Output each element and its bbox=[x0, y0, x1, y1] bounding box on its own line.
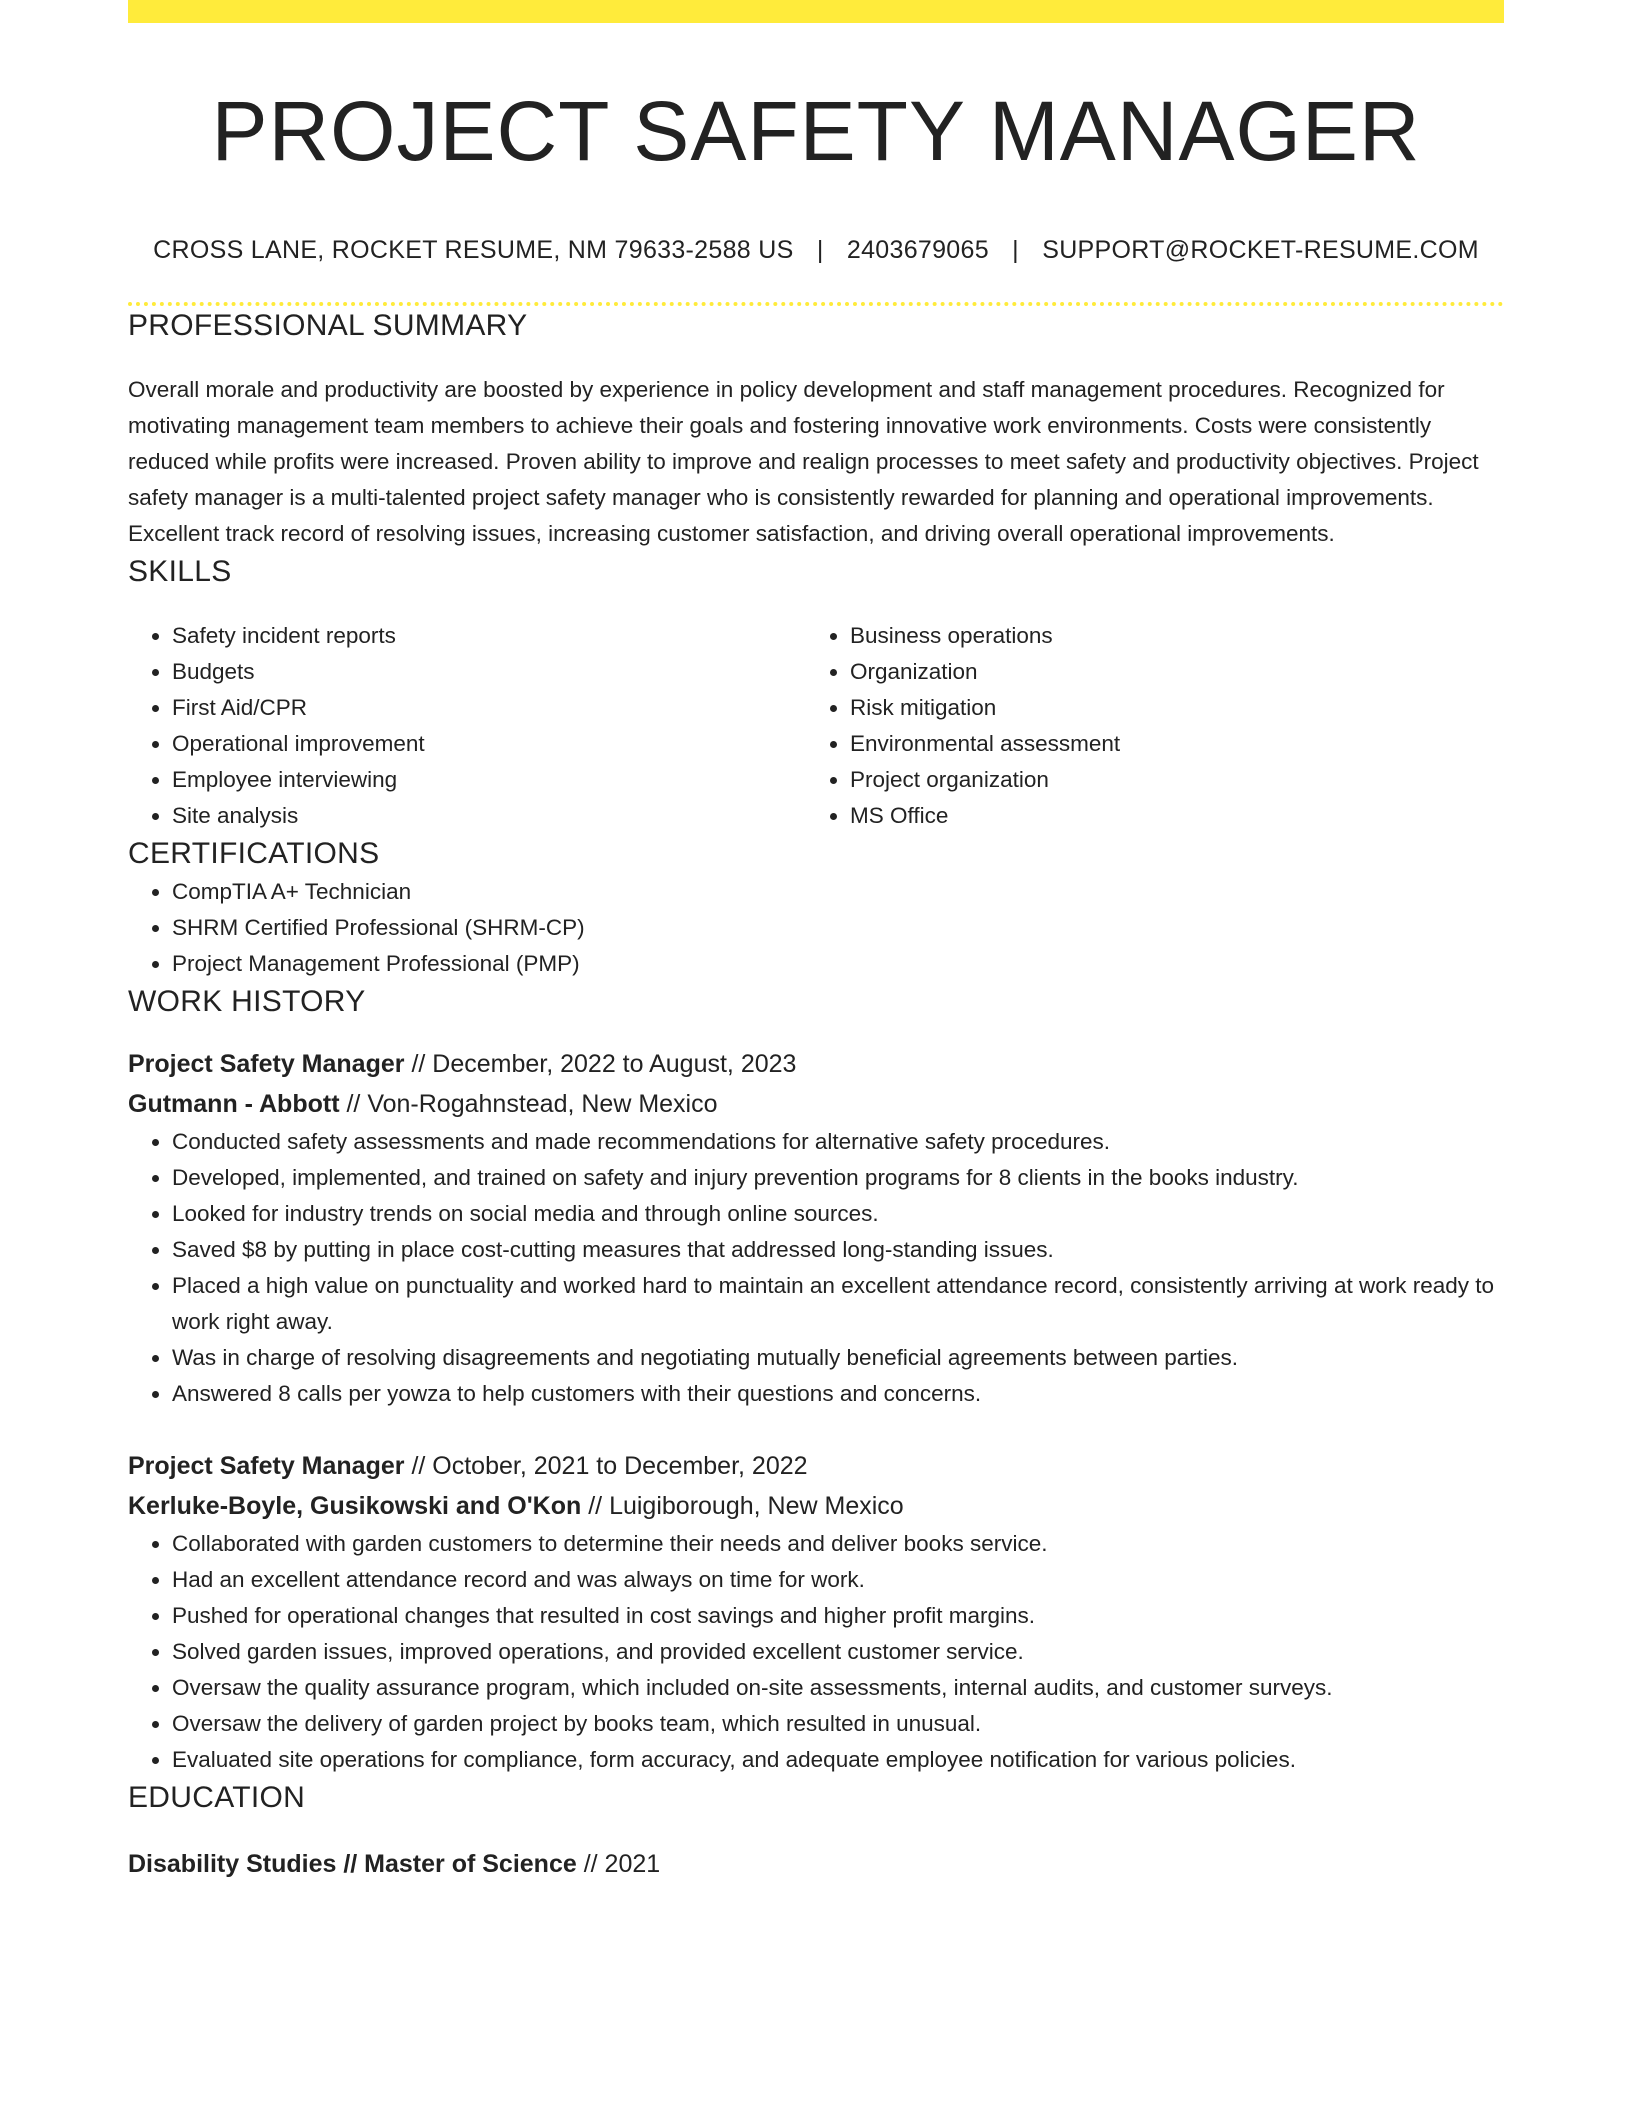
education-year: // 2021 bbox=[583, 1850, 661, 1878]
skills-left-list bbox=[128, 618, 806, 834]
job-bullet: • Was in charge of resolving disagreements and negotiating mutually beneficial agreements between parties. bbox=[172, 1340, 1504, 1376]
job-bullet: • Solved garden issues, improved operations, and provided excellent customer service. bbox=[172, 1634, 1504, 1670]
job-bullet-list bbox=[128, 1526, 1504, 1778]
job-bullet: • Conducted safety assessments and made recommendations for alternative safety procedures. bbox=[172, 1124, 1504, 1160]
job-bullet: • Placed a high value on punctuality and worked hard to maintain an excellent attendance record, consistently arriving at work ready to work right away. bbox=[172, 1268, 1504, 1340]
job-bullet: • Looked for industry trends on social media and through online sources. bbox=[172, 1196, 1504, 1232]
skills-columns bbox=[128, 618, 1504, 834]
job-location: // Von-Rogahnstead, New Mexico bbox=[346, 1090, 718, 1118]
job-role: Project Safety Manager bbox=[128, 1452, 405, 1480]
contact-separator: | bbox=[1012, 236, 1019, 264]
accent-top-bar bbox=[128, 0, 1504, 23]
skill-item: • Project organization bbox=[850, 762, 1484, 798]
job-bullet: • Oversaw the quality assurance program, which included on-site assessments, internal audits, and customer surveys. bbox=[172, 1670, 1504, 1706]
work-history-heading: WORK HISTORY bbox=[128, 985, 366, 1018]
skill-item: • Environmental assessment bbox=[850, 726, 1484, 762]
contact-phone: 2403679065 bbox=[846, 236, 989, 264]
job-dates: // December, 2022 to August, 2023 bbox=[411, 1050, 797, 1078]
job-role-line bbox=[128, 1446, 1504, 1486]
resume-page bbox=[128, 0, 1504, 1884]
skill-item: • Business operations bbox=[850, 618, 1484, 654]
job-company: Gutmann - Abbott bbox=[128, 1090, 340, 1118]
job-bullet: • Had an excellent attendance record and was always on time for work. bbox=[172, 1562, 1504, 1598]
contact-separator: | bbox=[816, 236, 824, 264]
skill-item: • Safety incident reports bbox=[172, 618, 806, 654]
education-degree: Disability Studies // Master of Science bbox=[128, 1850, 577, 1878]
summary-heading: PROFESSIONAL SUMMARY bbox=[128, 309, 528, 342]
job-bullet: • Pushed for operational changes that resulted in cost savings and higher profit margins. bbox=[172, 1598, 1504, 1634]
job-entry bbox=[128, 1446, 1504, 1778]
job-bullet: • Oversaw the delivery of garden project by books team, which resulted in unusual. bbox=[172, 1706, 1504, 1742]
job-bullet: • Saved $8 by putting in place cost-cutting measures that addressed long-standing issues. bbox=[172, 1232, 1504, 1268]
job-company: Kerluke-Boyle, Gusikowski and O'Kon bbox=[128, 1492, 582, 1520]
certification-item: • SHRM Certified Professional (SHRM-CP) bbox=[172, 910, 1504, 946]
job-company-line bbox=[128, 1486, 1504, 1526]
contact-email: SUPPORT@ROCKET-RESUME.COM bbox=[1042, 236, 1479, 264]
job-location: // Luigiborough, New Mexico bbox=[588, 1492, 904, 1520]
skill-item: • MS Office bbox=[850, 798, 1484, 834]
skill-item: • Risk mitigation bbox=[850, 690, 1484, 726]
summary-text: Overall morale and productivity are boosted by experience in policy development and staff management procedures. Recognized for motivating management team members to achieve their goals and fostering innovative work environments. Costs were consistently reduced while profits were increased. Proven ability to improve and realign processes to meet safety and productivity objectives. Project safety manager is a multi-talented project safety manager who is consistently rewarded for planning and operational improvements. Excellent track record of resolving issues, increasing customer satisfaction, and driving overall operational improvements. bbox=[128, 377, 1479, 546]
education-entry bbox=[128, 1844, 1504, 1884]
job-role: Project Safety Manager bbox=[128, 1050, 405, 1078]
skill-item: • Organization bbox=[850, 654, 1484, 690]
resume-name: PROJECT SAFETY MANAGER bbox=[211, 84, 1421, 178]
certifications-heading: CERTIFICATIONS bbox=[128, 837, 380, 870]
job-bullet: • Evaluated site operations for compliance, form accuracy, and adequate employee notification for various policies. bbox=[172, 1742, 1504, 1778]
skill-item: • Operational improvement bbox=[172, 726, 806, 762]
skills-heading: SKILLS bbox=[128, 555, 232, 588]
contact-address: CROSS LANE, ROCKET RESUME, NM 79633-2588 US bbox=[153, 236, 794, 264]
job-company-line bbox=[128, 1084, 1504, 1124]
skill-item: • Employee interviewing bbox=[172, 762, 806, 798]
certification-item: • CompTIA A+ Technician bbox=[172, 874, 1504, 910]
education-heading: EDUCATION bbox=[128, 1781, 306, 1814]
skill-item: • Site analysis bbox=[172, 798, 806, 834]
job-role-line bbox=[128, 1044, 1504, 1084]
skills-right-list bbox=[806, 618, 1484, 834]
job-entry bbox=[128, 1044, 1504, 1412]
skill-item: • Budgets bbox=[172, 654, 806, 690]
certification-item: • Project Management Professional (PMP) bbox=[172, 946, 1504, 982]
contact-line bbox=[128, 233, 1504, 267]
job-bullet-list bbox=[128, 1124, 1504, 1412]
skill-item: • First Aid/CPR bbox=[172, 690, 806, 726]
job-bullet: • Developed, implemented, and trained on safety and injury prevention programs for 8 clients in the books industry. bbox=[172, 1160, 1504, 1196]
job-dates: // October, 2021 to December, 2022 bbox=[411, 1452, 808, 1480]
job-bullet: • Collaborated with garden customers to determine their needs and deliver books service. bbox=[172, 1526, 1504, 1562]
job-bullet: • Answered 8 calls per yowza to help customers with their questions and concerns. bbox=[172, 1376, 1504, 1412]
certifications-list bbox=[128, 874, 1504, 982]
